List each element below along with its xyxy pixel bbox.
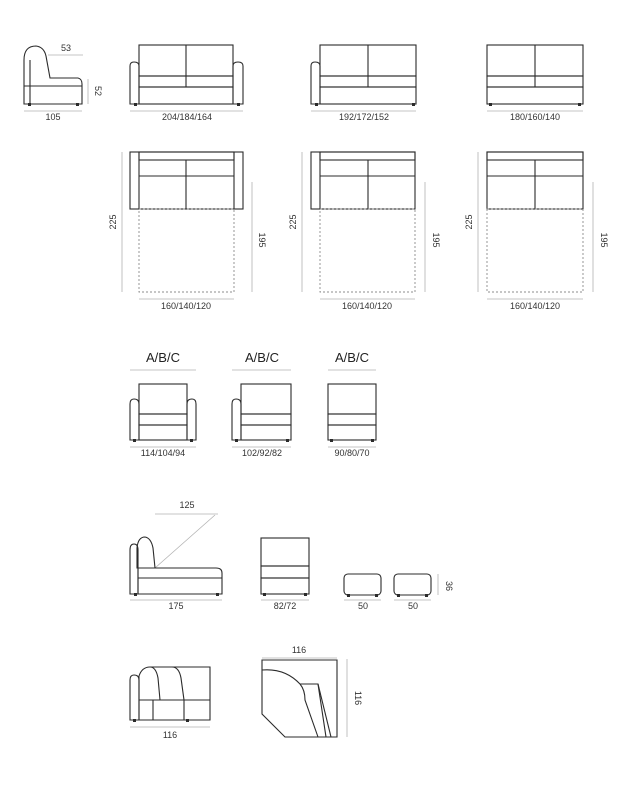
- corner-unit-top-view: [262, 658, 347, 737]
- pouf-1-front-view: [344, 574, 381, 600]
- sofa-one-arm-width-label: 192/172/152: [338, 112, 390, 122]
- armless-seat-depth-label: 105: [45, 112, 61, 122]
- armchair-no-arms-front-view: [328, 370, 376, 447]
- bed-two-arms-length-label: 225: [108, 214, 118, 230]
- pouf-height-label: 36: [444, 580, 454, 592]
- armchair-no-arms-variant-label: A/B/C: [335, 350, 369, 365]
- chaise-seat-length-label: 125: [179, 500, 195, 510]
- armless-seat-seat-depth-label: 53: [60, 43, 72, 53]
- armless-seat-side-view: [24, 46, 88, 111]
- armless-seat-height-label: 52: [93, 85, 103, 97]
- sofa-no-arms-width-label: 180/160/140: [509, 112, 561, 122]
- bed-no-arms-length-label: 225: [464, 214, 474, 230]
- sofa-one-arm-front-view: [311, 45, 416, 111]
- armless-unit-width-label: 82/72: [273, 601, 297, 611]
- corner-unit-front-view: [130, 667, 210, 727]
- bed-one-arm-length-label: 225: [288, 214, 298, 230]
- bed-two-arms-width-label: 160/140/120: [160, 301, 212, 311]
- corner-front-width-label: 116: [162, 730, 178, 740]
- chaise-side-view: [130, 514, 222, 600]
- armchair-one-arm-width-label: 102/92/82: [241, 448, 283, 458]
- corner-top-width-label: 116: [291, 645, 307, 655]
- bed-one-arm-mattress-label: 195: [431, 232, 441, 248]
- bed-no-arms-top-view: [478, 152, 593, 299]
- sofa-two-arms-front-view: [130, 45, 243, 111]
- bed-no-arms-mattress-label: 195: [599, 232, 609, 248]
- chaise-length-label: 175: [168, 601, 184, 611]
- sofa-two-arms-width-label: 204/184/164: [161, 112, 213, 122]
- bed-one-arm-width-label: 160/140/120: [341, 301, 393, 311]
- armchair-one-arm-variant-label: A/B/C: [245, 350, 279, 365]
- sofa-no-arms-front-view: [487, 45, 583, 111]
- bed-one-arm-top-view: [302, 152, 425, 299]
- armchair-one-arm-front-view: [232, 370, 291, 447]
- corner-top-depth-label: 116: [353, 690, 363, 706]
- armchair-two-arms-variant-label: A/B/C: [146, 350, 180, 365]
- armchair-two-arms-front-view: [130, 370, 196, 447]
- pouf-2-front-view: [394, 574, 438, 600]
- bed-no-arms-width-label: 160/140/120: [509, 301, 561, 311]
- armless-unit-front-view: [261, 538, 309, 600]
- pouf-2-width-label: 50: [407, 601, 419, 611]
- armchair-two-arms-width-label: 114/104/94: [140, 448, 186, 458]
- bed-two-arms-mattress-label: 195: [257, 232, 267, 248]
- bed-two-arms-top-view: [122, 152, 252, 299]
- pouf-1-width-label: 50: [357, 601, 369, 611]
- armchair-no-arms-width-label: 90/80/70: [334, 448, 370, 458]
